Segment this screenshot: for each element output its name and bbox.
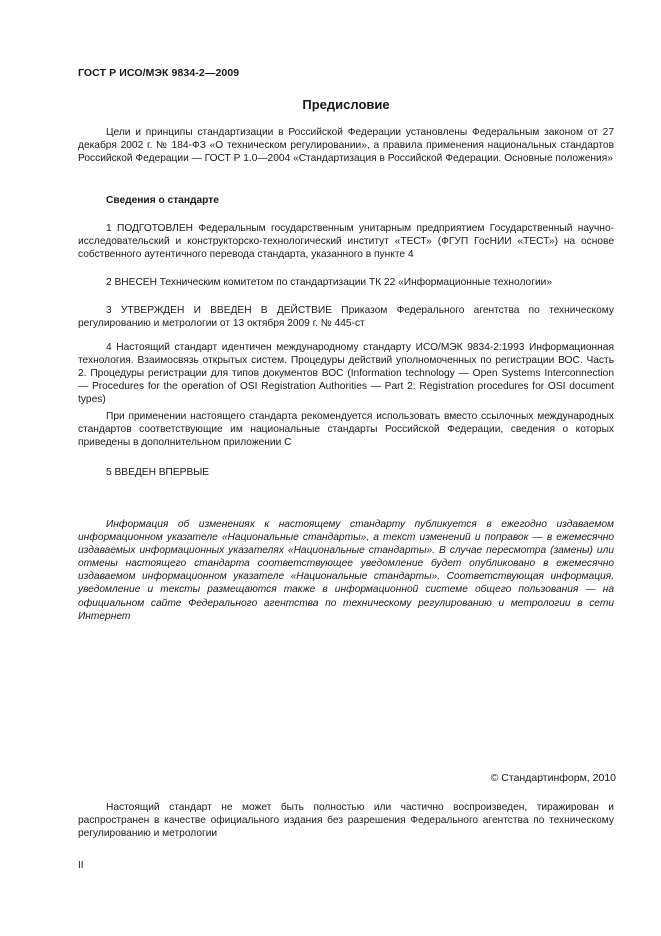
reproduction-notice-paragraph: Настоящий стандарт не может быть полностью или частично воспроизведен, тиражирован и распространен в качестве официального издания без разрешения Федерального агентства по техническому регулированию и метрологии (78, 802, 614, 840)
section-heading: Сведения о стандарте (106, 195, 219, 206)
item-4-paragraph: 4 Настоящий стандарт идентичен международному стандарту ИСО/МЭК 9834-2:1993 Информационная технология. Взаимосвязь открытых систем. Процедуры действий уполномоченных по регистрации ВОС. Часть 2. Процедуры регистрации для типов документов ВОС (Information technology — Open Systems Interconnection — Procedures for the operation of OSI Registration Authorities — Part 2: Registration procedures for OSI document types) (78, 342, 614, 406)
item-1-paragraph: 1 ПОДГОТОВЛЕН Федеральным государственным унитарным предприятием Государственный научно-исследовательский и конструкторско-технологический институт «ТЕСТ» (ФГУП ГосНИИ «ТЕСТ») на основе собственного аутентичного перевода стандарта, указанного в пункте 4 (78, 223, 614, 261)
item-2-paragraph: 2 ВНЕСЕН Техническим комитетом по стандартизации ТК 22 «Информационные технологии» (106, 277, 552, 288)
page-title: Предисловие (302, 97, 390, 112)
info-notice-paragraph: Информация об изменениях к настоящему стандарту публикуется в ежегодно издаваемом информационном указателе «Национальные стандарты», а текст изменений и поправок — в ежемесячно издаваемых информационных указателях «Национальные стандарты». В случае пересмотра (замены) или отмены настоящего стандарта соответствующее уведомление будет опубликовано в ежемесячно издаваемом информационном указателе «Национальные стандарты». Соответствующая информация, уведомление и тексты размещаются также в информационной системе общего пользования — на официальном сайте Федерального агентства по техническому регулированию и метрологии в сети Интернет (78, 519, 614, 622)
item-4-note-paragraph: При применении настоящего стандарта рекомендуется использовать вместо ссылочных международных стандартов соответствующие им национальные стандарты Российской Федерации, сведения о которых приведены в дополнительном приложении С (78, 411, 614, 449)
item-5-paragraph: 5 ВВЕДЕН ВПЕРВЫЕ (106, 467, 210, 478)
document-header: ГОСТ Р ИСО/МЭК 9834-2—2009 (78, 67, 240, 79)
item-3-paragraph: 3 УТВЕРЖДЕН И ВВЕДЕН В ДЕЙСТВИЕ Приказом Федерального агентства по техническому регулированию и метрологии от 13 октября 2009 г. № 445-ст (78, 305, 614, 330)
copyright-line: © Стандартинформ, 2010 (490, 772, 616, 784)
page-number: II (78, 860, 84, 871)
intro-paragraph: Цели и принципы стандартизации в Российской Федерации установлены Федеральным законом от 27 декабря 2002 г. № 184-ФЗ «О техническом регулировании», а правила применения национальных стандартов Российской Федерации — ГОСТ Р 1.0—2004 «Стандартизация в Российской Федерации. Основные положения» (78, 127, 614, 165)
